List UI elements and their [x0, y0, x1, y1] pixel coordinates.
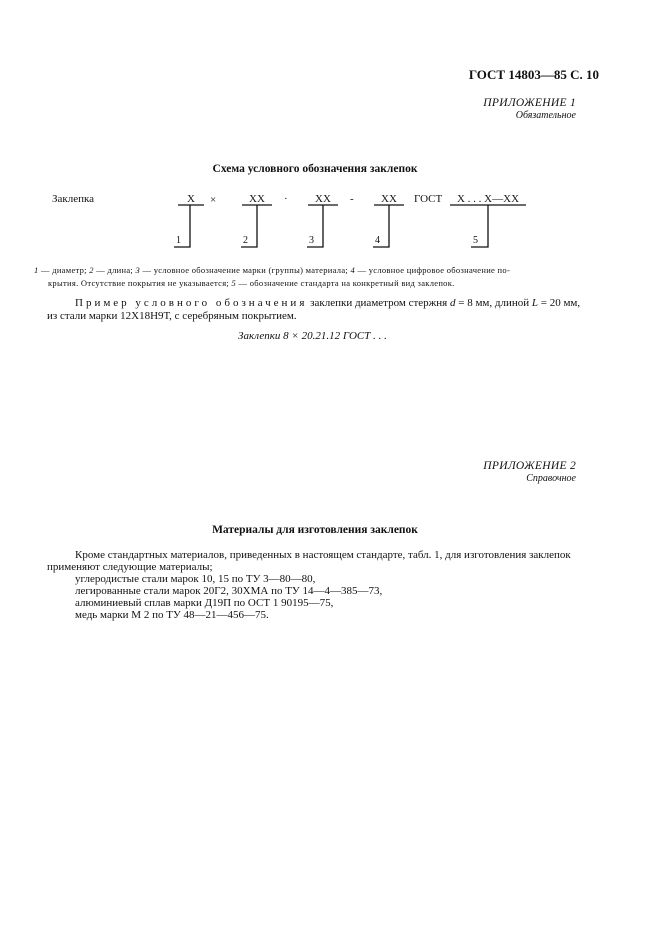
- marker-5: 5: [473, 235, 478, 246]
- scheme-field-material: ХХ: [315, 193, 331, 205]
- materials-item: медь марки М 2 по ТУ 48—21—456—75.: [75, 609, 269, 621]
- materials-title: Материалы для изготовления заклепок: [212, 524, 418, 536]
- marker-3: 3: [309, 235, 314, 246]
- scheme-field-standard: Х . . . Х—ХХ: [456, 193, 520, 205]
- scheme-field-diameter: Х: [187, 193, 195, 205]
- appendix-1-status: Обязательное: [515, 110, 576, 121]
- materials-intro-2: применяют следующие материалы;: [47, 561, 213, 573]
- example-line-2: из стали марки 12Х18Н9Т, с серебряным покрытием.: [47, 310, 297, 322]
- materials-item: легированные стали марок 20Г2, 30ХМА по ТУ 14—4—385—73,: [75, 585, 383, 597]
- scheme-field-coating: ХХ: [381, 193, 397, 205]
- scheme-field-length: ХХ: [249, 193, 265, 205]
- scheme-item-label: Заклепка: [52, 193, 95, 205]
- appendix-2-title: ПРИЛОЖЕНИЕ 2: [483, 460, 576, 472]
- legend-line-2: крытия. Отсутствие покрытия не указывается; 5 — обозначение стандарта на конкретный вид заклепок.: [48, 278, 455, 288]
- materials-item: углеродистые стали марок 10, 15 по ТУ 3—80—80,: [75, 573, 316, 585]
- materials-item: алюминиевый сплав марки Д19П по ОСТ 1 90195—75,: [75, 597, 334, 609]
- marker-2: 2: [243, 235, 248, 246]
- scheme-gost-label: ГОСТ: [414, 193, 443, 205]
- scheme-separator-times: ×: [210, 194, 217, 206]
- legend-line-1: 1 — диаметр; 2 — длина; 3 — условное обозначение марки (группы) материала; 4 — условное цифровое обозначение по-: [34, 265, 511, 275]
- scheme-separator-dot: ·: [284, 193, 288, 205]
- scheme-separator-dash: -: [350, 193, 354, 205]
- materials-intro-1: Кроме стандартных материалов, приведенных в настоящем стандарте, табл. 1, для изготовления заклепок: [75, 549, 571, 561]
- appendix-1-title: ПРИЛОЖЕНИЕ 1: [483, 97, 576, 109]
- appendix-2-status: Справочное: [526, 473, 576, 484]
- example-line-1: Пример условного обозначения заклепки диаметром стержня d = 8 мм, длиной L = 20 мм,: [75, 297, 581, 309]
- example-designation: Заклепки 8 × 20.21.12 ГОСТ . . .: [238, 330, 387, 342]
- marker-1: 1: [176, 235, 181, 246]
- page-header: ГОСТ 14803—85 С. 10: [468, 67, 599, 82]
- scheme-title: Схема условного обозначения заклепок: [212, 163, 418, 175]
- marker-4: 4: [375, 235, 380, 246]
